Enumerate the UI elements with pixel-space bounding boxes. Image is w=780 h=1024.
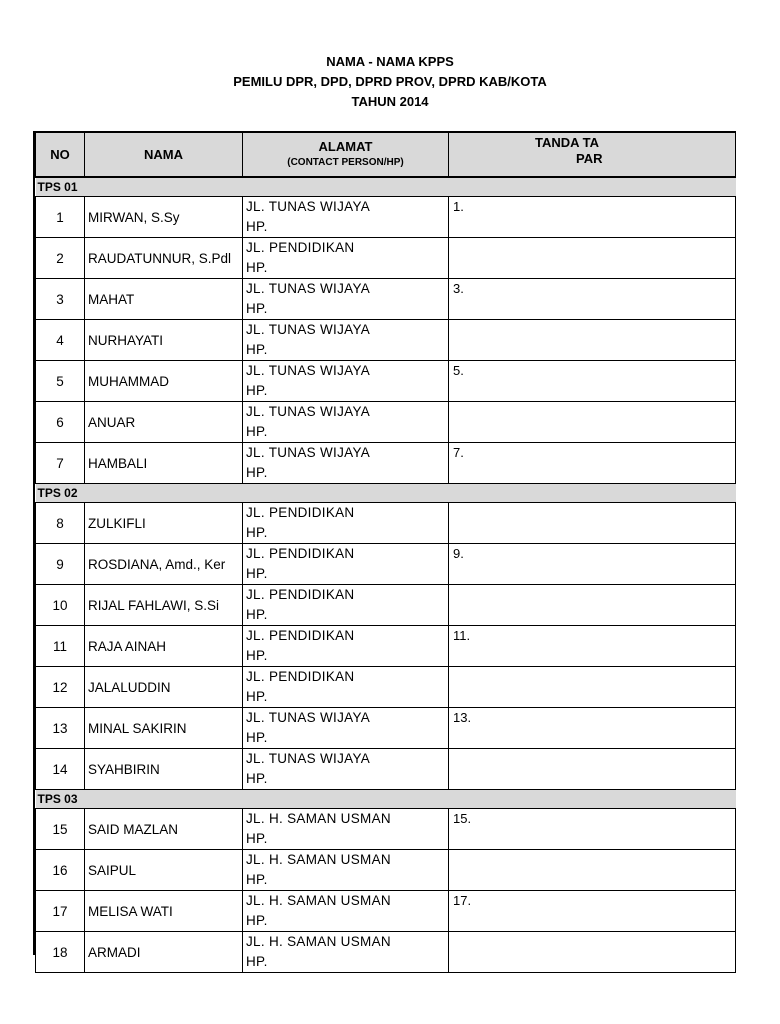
cell-alamat xyxy=(243,708,449,749)
table-row xyxy=(36,238,736,279)
cell-tanda-tangan xyxy=(449,320,736,361)
alamat-street: JL. PENDIDIKAN xyxy=(246,669,355,684)
cell-alamat xyxy=(243,749,449,790)
table-body xyxy=(36,177,736,973)
cell-tanda-tangan xyxy=(449,503,736,544)
signature-number: 3. xyxy=(453,281,464,296)
group-row xyxy=(36,790,736,809)
cell-no: 8 xyxy=(36,503,85,544)
cell-alamat xyxy=(243,503,449,544)
group-label: TPS 01 xyxy=(36,177,736,197)
cell-alamat xyxy=(243,850,449,891)
cell-tanda-tangan xyxy=(449,361,736,402)
cell-nama: SAID MAZLAN xyxy=(85,809,243,850)
alamat-street: JL. TUNAS WIJAYA xyxy=(246,363,371,378)
alamat-hp: HP. xyxy=(246,913,268,928)
signature-number: 7. xyxy=(453,445,464,460)
cell-alamat xyxy=(243,667,449,708)
cell-tanda-tangan xyxy=(449,667,736,708)
cell-nama: MINAL SAKIRIN xyxy=(85,708,243,749)
alamat-hp: HP. xyxy=(246,219,268,234)
cell-tanda-tangan xyxy=(449,891,736,932)
group-label: TPS 03 xyxy=(36,790,736,809)
alamat-hp: HP. xyxy=(246,566,268,581)
cell-no: 15 xyxy=(36,809,85,850)
table-row xyxy=(36,708,736,749)
cell-tanda-tangan xyxy=(449,626,736,667)
kpps-table-container xyxy=(33,131,603,969)
alamat-street: JL. H. SAMAN USMAN xyxy=(246,934,391,949)
column-header-tanda-line-2: PAR xyxy=(576,151,603,166)
cell-alamat xyxy=(243,279,449,320)
table-row xyxy=(36,626,736,667)
cell-tanda-tangan xyxy=(449,749,736,790)
alamat-hp: HP. xyxy=(246,872,268,887)
cell-alamat xyxy=(243,809,449,850)
cell-tanda-tangan xyxy=(449,279,736,320)
table-row xyxy=(36,932,736,973)
cell-nama: ROSDIANA, Amd., Ker xyxy=(85,544,243,585)
cell-nama: RAJA AINAH xyxy=(85,626,243,667)
cell-no: 11 xyxy=(36,626,85,667)
table-row xyxy=(36,809,736,850)
alamat-street: JL. PENDIDIKAN xyxy=(246,587,355,602)
cell-nama: MIRWAN, S.Sy xyxy=(85,197,243,238)
alamat-street: JL. H. SAMAN USMAN xyxy=(246,852,391,867)
alamat-hp: HP. xyxy=(246,525,268,540)
cell-tanda-tangan xyxy=(449,238,736,279)
signature-number: 15. xyxy=(453,811,472,826)
alamat-street: JL. TUNAS WIJAYA xyxy=(246,445,371,460)
title-line-2: PEMILU DPR, DPD, DPRD PROV, DPRD KAB/KOTA xyxy=(233,74,547,89)
column-header-alamat-label: ALAMAT xyxy=(318,139,373,154)
cell-no: 16 xyxy=(36,850,85,891)
cell-nama: ARMADI xyxy=(85,932,243,973)
alamat-hp: HP. xyxy=(246,730,268,745)
table-row xyxy=(36,544,736,585)
cell-alamat xyxy=(243,238,449,279)
alamat-street: JL. TUNAS WIJAYA xyxy=(246,199,371,214)
cell-tanda-tangan xyxy=(449,544,736,585)
alamat-street: JL. TUNAS WIJAYA xyxy=(246,281,371,296)
table-row xyxy=(36,667,736,708)
title-line-3: TAHUN 2014 xyxy=(351,94,429,109)
alamat-street: JL. PENDIDIKAN xyxy=(246,505,355,520)
signature-number: 11. xyxy=(453,628,471,643)
group-row xyxy=(36,484,736,503)
table-row xyxy=(36,891,736,932)
cell-no: 13 xyxy=(36,708,85,749)
alamat-street: JL. PENDIDIKAN xyxy=(246,546,355,561)
cell-alamat xyxy=(243,891,449,932)
cell-nama: MAHAT xyxy=(85,279,243,320)
cell-tanda-tangan xyxy=(449,850,736,891)
alamat-hp: HP. xyxy=(246,607,268,622)
cell-alamat xyxy=(243,443,449,484)
cell-nama: SAIPUL xyxy=(85,850,243,891)
column-header-alamat-sublabel: (CONTACT PERSON/HP) xyxy=(287,157,404,168)
cell-no: 1 xyxy=(36,197,85,238)
cell-nama: SYAHBIRIN xyxy=(85,749,243,790)
cell-nama: JALALUDDIN xyxy=(85,667,243,708)
cell-nama: HAMBALI xyxy=(85,443,243,484)
cell-tanda-tangan xyxy=(449,585,736,626)
cell-no: 12 xyxy=(36,667,85,708)
alamat-hp: HP. xyxy=(246,831,268,846)
column-header-nama: NAMA xyxy=(85,132,243,177)
signature-number: 17. xyxy=(453,893,472,908)
cell-no: 4 xyxy=(36,320,85,361)
cell-tanda-tangan xyxy=(449,402,736,443)
table-row xyxy=(36,850,736,891)
alamat-street: JL. PENDIDIKAN xyxy=(246,628,355,643)
cell-alamat xyxy=(243,197,449,238)
cell-no: 7 xyxy=(36,443,85,484)
cell-nama: RAUDATUNNUR, S.Pdl xyxy=(85,238,243,279)
group-row xyxy=(36,177,736,197)
cell-tanda-tangan xyxy=(449,809,736,850)
signature-number: 1. xyxy=(453,199,464,214)
cell-no: 6 xyxy=(36,402,85,443)
cell-tanda-tangan xyxy=(449,443,736,484)
alamat-street: JL. H. SAMAN USMAN xyxy=(246,893,391,908)
cell-no: 2 xyxy=(36,238,85,279)
alamat-street: JL. TUNAS WIJAYA xyxy=(246,751,371,766)
alamat-hp: HP. xyxy=(246,689,268,704)
group-label: TPS 02 xyxy=(36,484,736,503)
column-header-no: NO xyxy=(36,132,85,177)
table-header-row xyxy=(36,132,736,177)
alamat-hp: HP. xyxy=(246,465,268,480)
alamat-street: JL. TUNAS WIJAYA xyxy=(246,322,371,337)
signature-number: 5. xyxy=(453,363,464,378)
cell-alamat xyxy=(243,626,449,667)
alamat-street: JL. TUNAS WIJAYA xyxy=(246,710,371,725)
table-row xyxy=(36,197,736,238)
cell-no: 3 xyxy=(36,279,85,320)
table-row xyxy=(36,749,736,790)
cell-no: 10 xyxy=(36,585,85,626)
cell-no: 18 xyxy=(36,932,85,973)
cell-alamat xyxy=(243,585,449,626)
cell-no: 9 xyxy=(36,544,85,585)
cell-nama: MELISA WATI xyxy=(85,891,243,932)
alamat-hp: HP. xyxy=(246,424,268,439)
alamat-street: JL. PENDIDIKAN xyxy=(246,240,355,255)
column-header-alamat xyxy=(243,132,449,177)
alamat-hp: HP. xyxy=(246,301,268,316)
column-header-tanda-tangan xyxy=(449,132,736,177)
cell-alamat xyxy=(243,320,449,361)
column-header-tanda-line-1: TANDA TA xyxy=(535,135,600,150)
cell-alamat xyxy=(243,932,449,973)
cell-no: 17 xyxy=(36,891,85,932)
cell-no: 14 xyxy=(36,749,85,790)
table-row xyxy=(36,585,736,626)
table-row xyxy=(36,503,736,544)
alamat-hp: HP. xyxy=(246,954,268,969)
document-title-block xyxy=(0,52,780,112)
alamat-hp: HP. xyxy=(246,648,268,663)
alamat-hp: HP. xyxy=(246,771,268,786)
cell-tanda-tangan xyxy=(449,197,736,238)
title-line-1: NAMA - NAMA KPPS xyxy=(326,54,454,69)
table-row xyxy=(36,361,736,402)
table-row xyxy=(36,279,736,320)
cell-nama: RIJAL FAHLAWI, S.Si xyxy=(85,585,243,626)
table-row xyxy=(36,402,736,443)
cell-nama: NURHAYATI xyxy=(85,320,243,361)
cell-nama: MUHAMMAD xyxy=(85,361,243,402)
cell-tanda-tangan xyxy=(449,932,736,973)
signature-number: 9. xyxy=(453,546,464,561)
signature-number: 13. xyxy=(453,710,472,725)
table-row xyxy=(36,443,736,484)
alamat-street: JL. TUNAS WIJAYA xyxy=(246,404,371,419)
alamat-hp: HP. xyxy=(246,260,268,275)
cell-alamat xyxy=(243,361,449,402)
cell-nama: ZULKIFLI xyxy=(85,503,243,544)
cell-alamat xyxy=(243,544,449,585)
cell-no: 5 xyxy=(36,361,85,402)
table-row xyxy=(36,320,736,361)
kpps-table xyxy=(35,131,736,973)
cell-alamat xyxy=(243,402,449,443)
alamat-hp: HP. xyxy=(246,342,268,357)
alamat-hp: HP. xyxy=(246,383,268,398)
cell-nama: ANUAR xyxy=(85,402,243,443)
cell-tanda-tangan xyxy=(449,708,736,749)
alamat-street: JL. H. SAMAN USMAN xyxy=(246,811,391,826)
